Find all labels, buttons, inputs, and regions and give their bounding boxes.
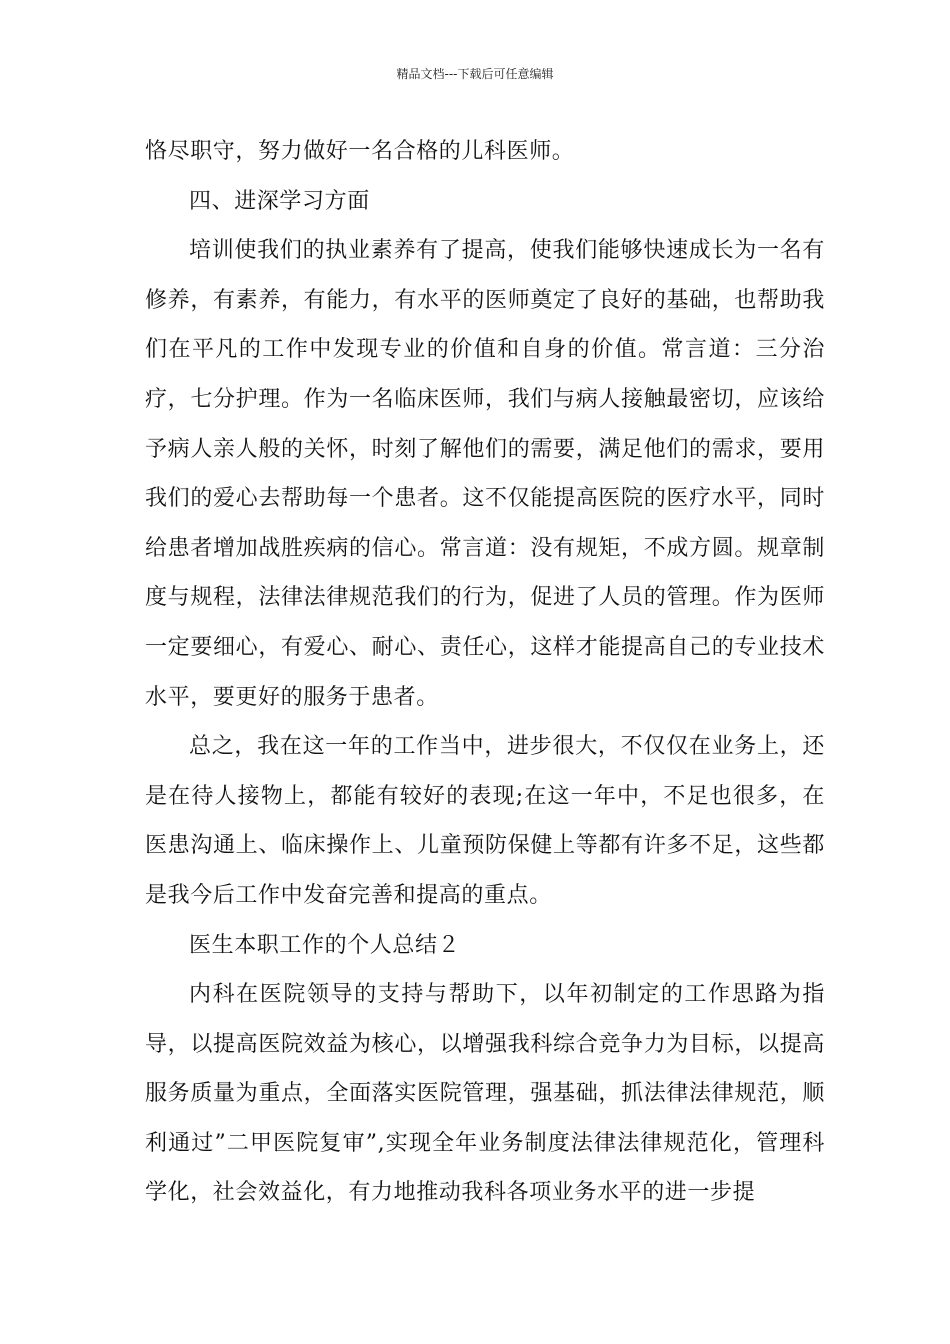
section-heading: 医生本职工作的个人总结２ (189, 932, 461, 958)
page-header: 精品文档---下载后可任意编辑 (396, 67, 554, 81)
section-heading: 四、进深学习方面 (189, 188, 370, 214)
paragraph: 内科在医院领导的支持与帮助下，以年初制定的工作思路为指导，以提高医院效益为核心，以增强我科综合竞争力为目标，以提高服务质量为重点，全面落实医院管理，强基础，抓法律法律规范，顺利通过”二甲医院复审”,实现全年业务制度法律法律规范化，管理科学化，社会效益化，有力地推动我科各项业务水平的进一步提 (145, 982, 825, 1206)
paragraph-continuation: 恪尽职守，努力做好一名合格的儿科医师。 (145, 139, 575, 164)
document-body (145, 127, 825, 1218)
paragraph: 培训使我们的执业素养有了提高，使我们能够快速成长为一名有修养，有素养，有能力，有水平的医师奠定了良好的基础，也帮助我们在平凡的工作中发现专业的价值和自身的价值。常言道：三分治疗，七分护理。作为一名临床医师，我们与病人接触最密切，应该给予病人亲人般的关怀，时刻了解他们的需要，满足他们的需求，要用我们的爱心去帮助每一个患者。这不仅能提高医院的医疗水平，同时给患者增加战胜疾病的信心。常言道：没有规矩，不成方圆。规章制度与规程，法律法律规范我们的行为，促进了人员的管理。作为医师一定要细心，有爱心、耐心、责任心，这样才能提高自己的专业技术水平，要更好的服务于患者。 (145, 238, 825, 710)
paragraph: 总之，我在这一年的工作当中，进步很大，不仅仅在业务上，还是在待人接物上，都能有较好的表现;在这一年中，不足也很多，在医患沟通上、临床操作上、儿童预防保健上等都有许多不足，这些都是我今后工作中发奋完善和提高的重点。 (145, 734, 825, 908)
